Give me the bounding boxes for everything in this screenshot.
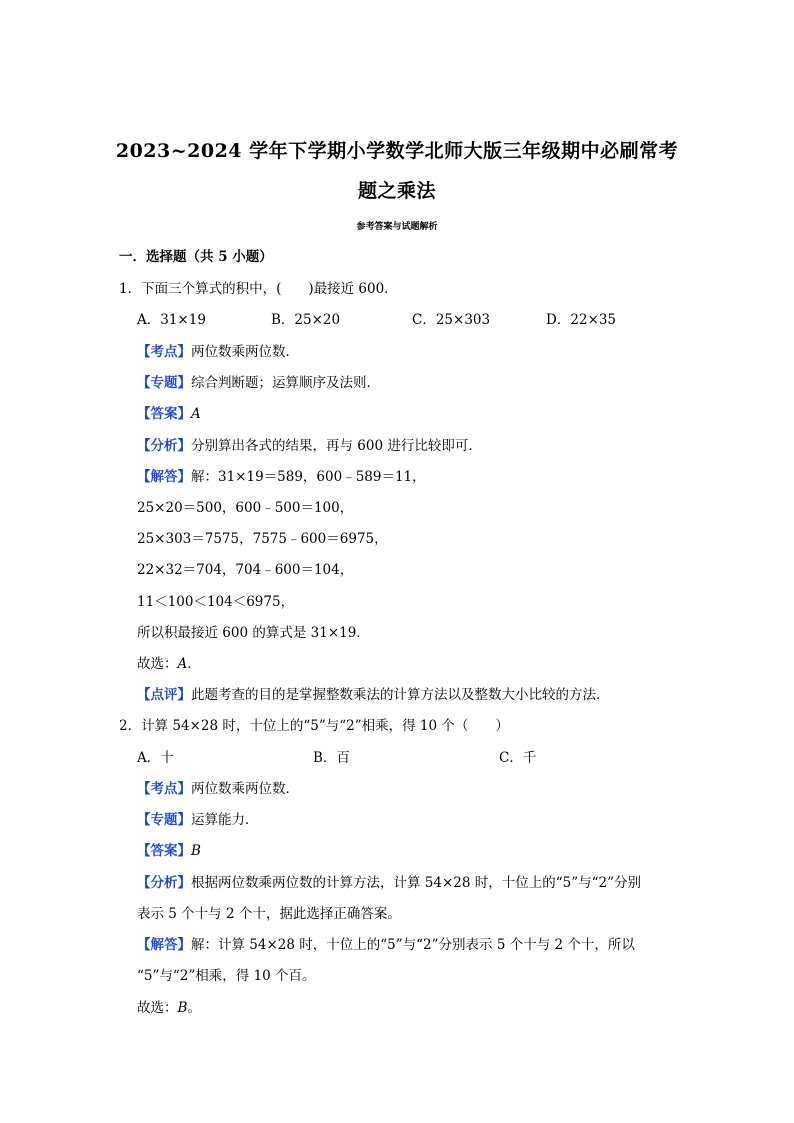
- q1-jieda-line: 25×20＝500，600﹣500＝100，: [137, 500, 354, 516]
- q1-guxuan-label: 故选：: [137, 656, 178, 672]
- q1-option-d: D．22×35: [546, 312, 616, 328]
- q1-guxuan: [137, 655, 201, 673]
- q2-option-a: A．十: [137, 750, 174, 766]
- q1-kaodian-tag: 【考点】: [137, 344, 191, 360]
- q2-guxuan-label: 故选：: [137, 1000, 178, 1016]
- q2-jieda-line2: “5”与“2”相乘，得 10 个百。: [137, 968, 316, 984]
- q1-zhuanti: [137, 374, 380, 392]
- q1-stem: 1．下面三个算式的积中，( )最接近 600．: [119, 281, 398, 297]
- q1-option-a: A．31×19: [137, 312, 206, 328]
- section-heading: 一．选择题（共 5 小题）: [119, 249, 273, 265]
- q1-daan-text: A: [191, 406, 201, 422]
- q2-zhuanti-text: 运算能力．: [191, 812, 259, 828]
- q2-guxuan: [137, 999, 201, 1017]
- q1-daan: [137, 405, 201, 423]
- q2-jieda: [137, 936, 635, 954]
- q2-daan-tag: 【答案】: [137, 843, 191, 859]
- q1-fenxi: [137, 437, 482, 455]
- q2-kaodian: [137, 780, 299, 798]
- q1-kaodian-text: 两位数乘两位数．: [191, 344, 299, 360]
- q1-dianping: [137, 686, 610, 704]
- q2-zhuanti: [137, 811, 259, 829]
- q1-guxuan-end: ．: [187, 656, 201, 672]
- q2-fenxi: [137, 874, 641, 892]
- q2-guxuan-value: B: [177, 1000, 188, 1016]
- q1-dianping-tag: 【点评】: [137, 687, 191, 703]
- page-title-line1: 2023~2024 学年下学期小学数学北师大版三年级期中必刷常考: [115, 140, 679, 162]
- q2-kaodian-text: 两位数乘两位数．: [191, 781, 299, 797]
- q1-dianping-text: 此题考查的目的是掌握整数乘法的计算方法以及整数大小比较的方法．: [191, 687, 610, 703]
- q2-option-b: B．百: [313, 750, 350, 766]
- q2-fenxi-tag: 【分析】: [137, 875, 191, 891]
- q1-jieda-line: 解：31×19＝589，600﹣589＝11，: [191, 469, 426, 485]
- q1-jieda-line: 22×32＝704，704﹣600＝104，: [137, 562, 354, 578]
- q2-fenxi-text: 根据两位数乘两位数的计算方法，计算 54×28 时，十位上的“5”与“2”分别: [191, 875, 642, 891]
- q1-option-b: B．25×20: [271, 312, 341, 328]
- page-subtitle: 参考答案与试题解析: [356, 222, 438, 232]
- q1-jieda-line: 25×303＝7575，7575﹣600＝6975，: [137, 531, 388, 547]
- q1-daan-tag: 【答案】: [137, 406, 191, 422]
- page-title-line2: 题之乘法: [357, 180, 436, 202]
- q2-daan: [137, 842, 201, 860]
- q2-stem: 2．计算 54×28 时，十位上的“5”与“2”相乘，得 10 个（ ）: [119, 718, 509, 734]
- q1-zhuanti-tag: 【专题】: [137, 375, 191, 391]
- q1-jieda-tag: 【解答】: [137, 469, 191, 485]
- q1-jieda-line: 11＜100＜104＜6975，: [137, 594, 295, 610]
- q1-fenxi-text: 分别算出各式的结果，再与 600 进行比较即可．: [191, 438, 482, 454]
- q2-zhuanti-tag: 【专题】: [137, 812, 191, 828]
- q1-fenxi-tag: 【分析】: [137, 438, 191, 454]
- q1-zhuanti-text: 综合判断题；运算顺序及法则．: [191, 375, 380, 391]
- q1-jieda: [137, 468, 426, 486]
- q1-kaodian: [137, 343, 299, 361]
- q1-option-c: C．25×303: [412, 312, 491, 328]
- q2-daan-text: B: [191, 843, 201, 859]
- q2-option-c: C．千: [499, 750, 537, 766]
- q2-kaodian-tag: 【考点】: [137, 781, 191, 797]
- q2-jieda-tag: 【解答】: [137, 937, 191, 953]
- q1-guxuan-value: A: [177, 656, 188, 672]
- q2-guxuan-end: 。: [187, 1000, 201, 1016]
- q2-fenxi-line2: 表示 5 个十与 2 个十，据此选择正确答案。: [137, 906, 401, 922]
- q1-jieda-line: 所以积最接近 600 的算式是 31×19．: [137, 625, 370, 641]
- q2-jieda-text: 解：计算 54×28 时，十位上的“5”与“2”分别表示 5 个十与 2 个十，所以: [191, 937, 635, 953]
